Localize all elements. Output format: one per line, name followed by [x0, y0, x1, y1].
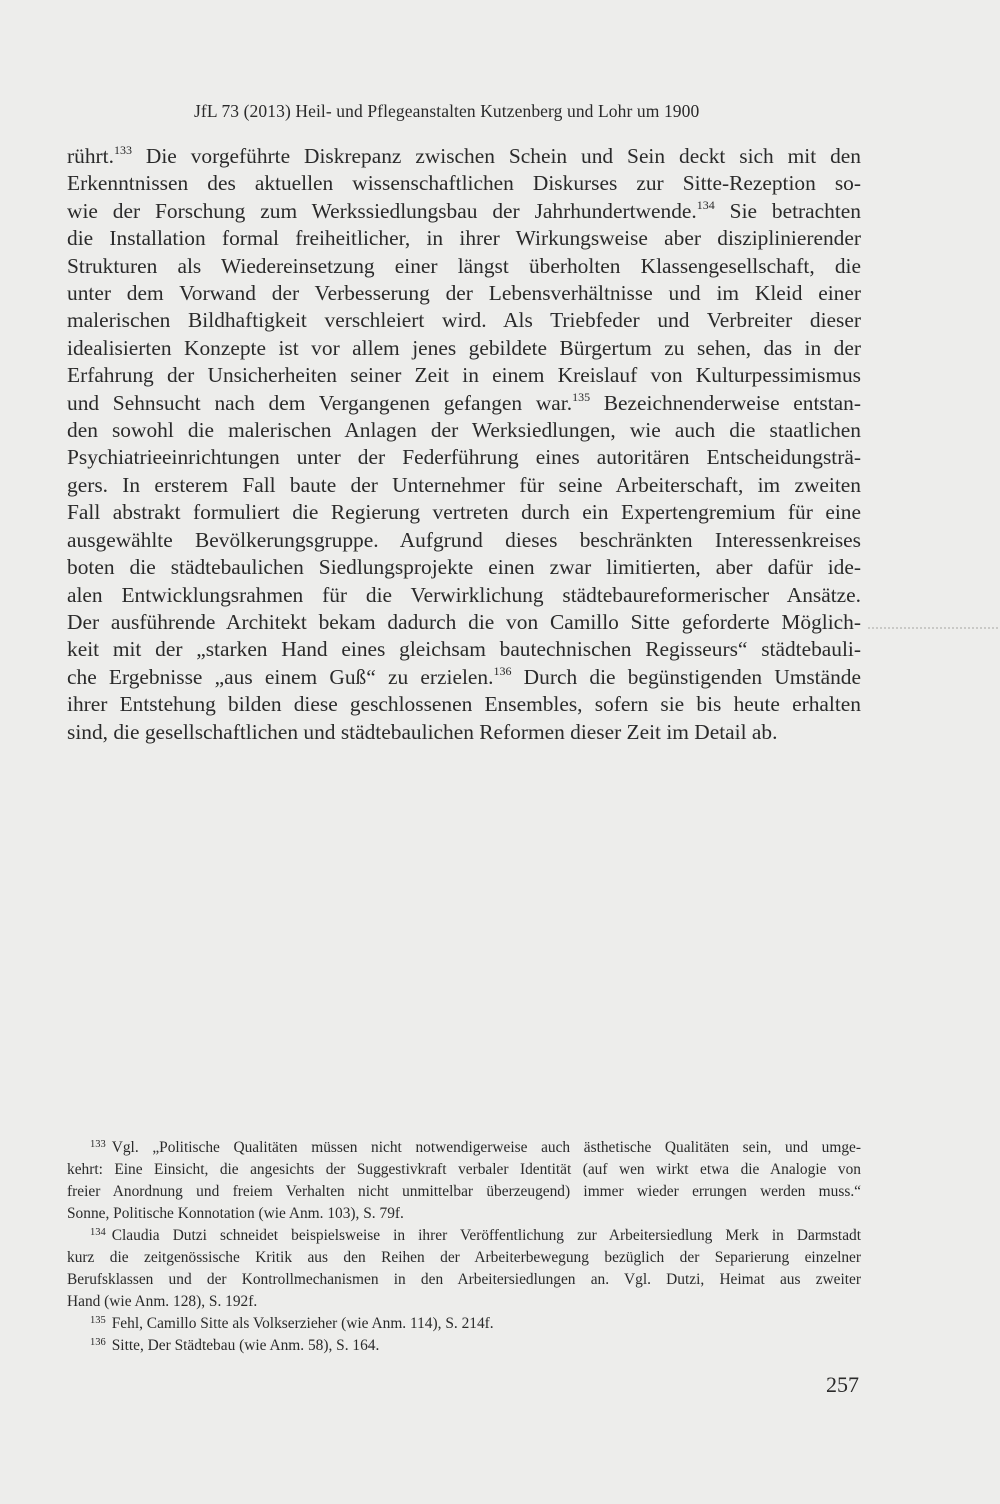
- body-line-text: Psychiatrieeinrichtungen unter der Federführung eines autoritären Entscheidungsträ-: [67, 445, 861, 470]
- footnote-text: Fehl, Camillo Sitte als Volkserzieher (wie Anm. 114), S. 214f.: [111, 1315, 494, 1332]
- footnote-134: [67, 1225, 861, 1313]
- body-line: [67, 664, 861, 691]
- body-line-text: Der ausführende Architekt bekam dadurch die von Camillo Sitte geforderte Möglich-: [67, 609, 861, 634]
- body-line: [67, 609, 861, 636]
- footnote-135: [67, 1313, 861, 1335]
- footnote-line: [67, 1335, 861, 1357]
- body-line-text: unter dem Vorwand der Verbesserung der Lebensverhältnisse und im Kleid einer: [67, 281, 861, 306]
- body-line-text: und Sehnsucht nach dem Vergangenen gefangen war.: [67, 390, 573, 415]
- footnote-text: Claudia Dutzi schneidet beispielsweise in ihrer Veröffentlichung zur Arbeitersiedlung Merk in Darmstadt: [111, 1227, 861, 1244]
- body-line-text: malerischen Bildhaftigkeit verschleiert wird. Als Triebfeder und Verbreiter dieser: [67, 308, 861, 333]
- footnote-line: [67, 1181, 861, 1203]
- footnote-line: [67, 1291, 861, 1313]
- body-line: [67, 527, 861, 554]
- body-line-text: wie der Forschung zum Werkssiedlungsbau der Jahrhundertwende.: [67, 198, 697, 223]
- footnote-text: Vgl. „Politische Qualitäten müssen nicht notwendigerweise auch ästhetische Qualitäten sein, und umge-: [111, 1139, 861, 1156]
- body-line: [67, 225, 861, 252]
- footnote-line: [67, 1247, 861, 1269]
- footnote-reference: 135: [572, 389, 591, 404]
- footnote-text: Berufsklassen und der Kontrollmechanismen in den Arbeitersiedlungen an. Vgl. Dutzi, Heimat aus zweiter: [67, 1271, 861, 1288]
- body-line: [67, 582, 861, 609]
- body-line-text: alen Entwicklungsrahmen für die Verwirklichung städtebaureformerischer Ansätze.: [67, 582, 861, 607]
- body-line-text: Die vorgeführte Diskrepanz zwischen Schein und Sein deckt sich mit den: [131, 144, 861, 168]
- footnote-text: kurz die zeitgenössische Kritik aus den Reihen der Arbeiterbewegung bezüglich der Separierung einzelner: [67, 1249, 861, 1266]
- footnote-line: [67, 1225, 861, 1247]
- body-paragraph: [67, 143, 861, 746]
- body-line-text: sind, die gesellschaftlichen und städtebaulichen Reformen dieser Zeit im Detail ab.: [67, 719, 778, 744]
- body-line: [67, 362, 861, 389]
- running-head: JfL 73 (2013) Heil- und Pflegeanstalten Kutzenberg und Lohr um 1900: [194, 101, 700, 121]
- body-line-text: Fall abstrakt formuliert die Regierung vertreten durch ein Expertengremium für eine: [67, 500, 861, 525]
- footnote-line: [67, 1269, 861, 1291]
- footnotes-section: [67, 1137, 861, 1357]
- body-line-text: Bezeichnenderweise entstan-: [590, 390, 861, 415]
- footnote-136: [67, 1335, 861, 1357]
- body-line-text: ausgewählte Bevölkerungsgruppe. Aufgrund dieses beschränkten Interessenkreises: [67, 527, 861, 552]
- body-line: [67, 444, 861, 471]
- body-line: [67, 390, 861, 417]
- footnote-text: Hand (wie Anm. 128), S. 192f.: [67, 1293, 258, 1310]
- footnote-number: 133: [90, 1139, 106, 1150]
- body-line: [67, 554, 861, 581]
- body-line: [67, 417, 861, 444]
- body-line-text: Strukturen als Wiedereinsetzung einer längst überholten Klassengesellschaft, die: [67, 253, 861, 278]
- body-line: [67, 307, 861, 334]
- body-line-text: Sie betrachten: [714, 198, 861, 223]
- page-number: 257: [826, 1372, 859, 1397]
- body-line-text: den sowohl die malerischen Anlagen der Werksiedlungen, wie auch die staatlichen: [67, 418, 861, 443]
- body-line: [67, 198, 861, 225]
- footnote-text: kehrt: Eine Einsicht, die angesichts der Suggestivkraft verbaler Identität (auf wen wirkt etwa die Analogie von: [67, 1161, 861, 1178]
- footnote-text: Sitte, Der Städtebau (wie Anm. 58), S. 164.: [111, 1337, 380, 1354]
- footnote-text: freier Anordnung und freiem Verhalten nicht unmittelbar überzeugend) immer wieder errungen werden muss.“: [67, 1183, 861, 1200]
- body-line: [67, 719, 861, 746]
- footnote-reference: 134: [696, 197, 715, 212]
- scan-artifact-dots: [868, 627, 998, 629]
- body-line-text: idealisierten Konzepte ist vor allem jenes gebildete Bürgertum zu sehen, das in der: [67, 335, 861, 360]
- body-line-text: Erkenntnissen des aktuellen wissenschaftlichen Diskurses zur Sitte-Rezeption so-: [67, 171, 861, 196]
- footnote-line: [67, 1137, 861, 1159]
- body-line-text: boten die städtebaulichen Siedlungsprojekte einen zwar limitierten, aber dafür ide-: [67, 555, 861, 580]
- body-line: [67, 335, 861, 362]
- footnote-number: 134: [90, 1227, 106, 1238]
- body-line-text: Durch die begünstigenden Umstände: [511, 664, 861, 689]
- body-line-text: die Installation formal freiheitlicher, in ihrer Wirkungsweise aber disziplinierender: [67, 226, 861, 251]
- footnote-line: [67, 1159, 861, 1181]
- footnote-text: Sonne, Politische Konnotation (wie Anm. 103), S. 79f.: [67, 1205, 404, 1222]
- body-line: [67, 253, 861, 280]
- body-line: [67, 472, 861, 499]
- body-line: [67, 280, 861, 307]
- footnote-number: 135: [90, 1315, 106, 1326]
- footnote-line: [67, 1313, 861, 1335]
- footnote-reference: 136: [493, 663, 512, 678]
- footnote-reference: 133: [113, 143, 132, 157]
- body-line-text: ihrer Entstehung bilden diese geschlossenen Ensembles, sofern sie bis heute erhalten: [67, 692, 861, 717]
- footnote-line: [67, 1203, 861, 1225]
- footnote-133: [67, 1137, 861, 1225]
- body-line: [67, 691, 861, 718]
- body-line-text: gers. In ersterem Fall baute der Unternehmer für seine Arbeiterschaft, im zweiten: [67, 472, 861, 497]
- body-line-text: che Ergebnisse „aus einem Guß“ zu erzielen.: [67, 664, 494, 689]
- body-line: [67, 636, 861, 663]
- body-line-text: Erfahrung der Unsicherheiten seiner Zeit in einem Kreislauf von Kulturpessimismus: [67, 363, 861, 388]
- body-line-text: rührt.: [67, 144, 114, 168]
- footnote-number: 136: [90, 1337, 106, 1348]
- body-line-text: keit mit der „starken Hand eines gleichsam bautechnischen Regisseurs“ städtebauli-: [67, 637, 861, 662]
- body-line: [67, 499, 861, 526]
- body-line: [67, 143, 861, 170]
- body-line: [67, 170, 861, 197]
